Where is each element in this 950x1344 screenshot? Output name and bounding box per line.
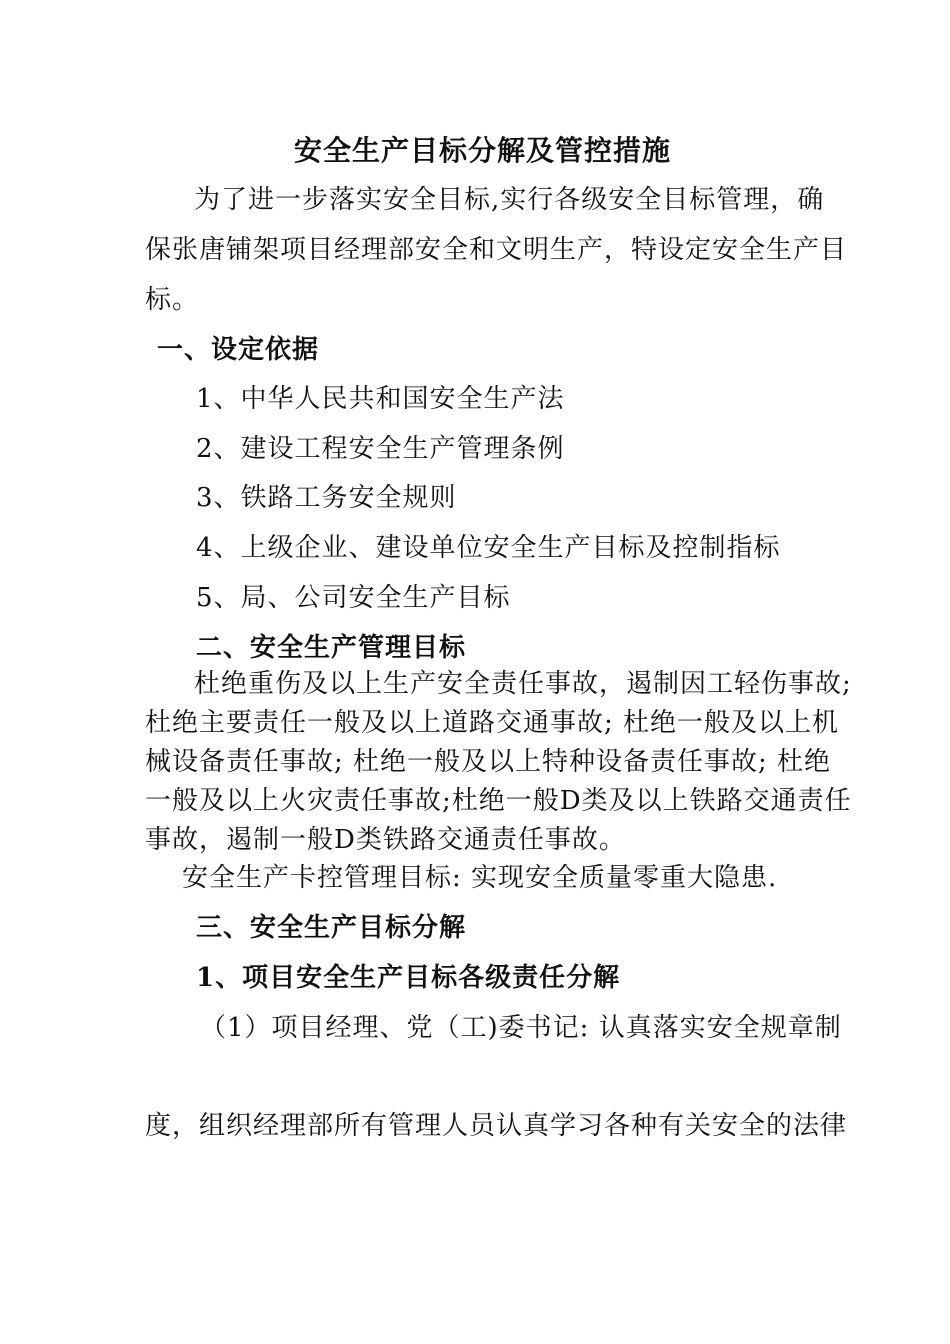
basis-list-item: 5、局、公司安全生产目标 bbox=[196, 583, 511, 613]
targets-paragraph-line: 一般及以上火灾责任事故;杜绝一般D类及以上铁路交通责任 bbox=[145, 786, 852, 816]
intro-paragraph-line: 为了进一步落实安全目标,实行各级安全目标管理，确 bbox=[194, 185, 825, 215]
intro-paragraph-line: 保张唐铺架项目经理部安全和文明生产，特设定安全生产目 bbox=[145, 235, 848, 265]
section-heading-targets: 二、安全生产管理目标 bbox=[196, 633, 467, 663]
targets-paragraph-line: 事故，遏制一般D类铁路交通责任事故。 bbox=[145, 825, 626, 855]
subsection-heading-responsibility: 1、项目安全生产目标各级责任分解 bbox=[196, 963, 621, 993]
basis-list-item: 1、中华人民共和国安全生产法 bbox=[196, 384, 565, 414]
basis-list-item: 2、建设工程安全生产管理条例 bbox=[196, 434, 565, 464]
responsibility-paragraph-line: （1）项目经理、党（工)委书记: 认真落实安全规章制 bbox=[200, 1013, 842, 1043]
basis-list-item: 3、铁路工务安全规则 bbox=[196, 483, 457, 513]
responsibility-paragraph-line: 度，组织经理部所有管理人员认真学习各种有关安全的法律 bbox=[145, 1111, 848, 1141]
section-heading-decomposition: 三、安全生产目标分解 bbox=[196, 913, 467, 943]
basis-list-item: 4、上级企业、建设单位安全生产目标及控制指标 bbox=[196, 533, 781, 563]
targets-paragraph-line: 杜绝主要责任一般及以上道路交通事故; 杜绝一般及以上机 bbox=[145, 708, 840, 738]
control-target-line: 安全生产卡控管理目标: 实现安全质量零重大隐患. bbox=[182, 863, 778, 893]
intro-paragraph-line: 标。 bbox=[145, 285, 200, 315]
targets-paragraph-line: 械设备责任事故; 杜绝一般及以上特种设备责任事故; 杜绝 bbox=[145, 747, 832, 777]
document-title: 安全生产目标分解及管控措施 bbox=[294, 134, 672, 167]
section-heading-basis: 一、设定依据 bbox=[157, 335, 320, 365]
targets-paragraph-line: 杜绝重伤及以上生产安全责任事故，遏制因工轻伤事故; bbox=[194, 669, 852, 699]
